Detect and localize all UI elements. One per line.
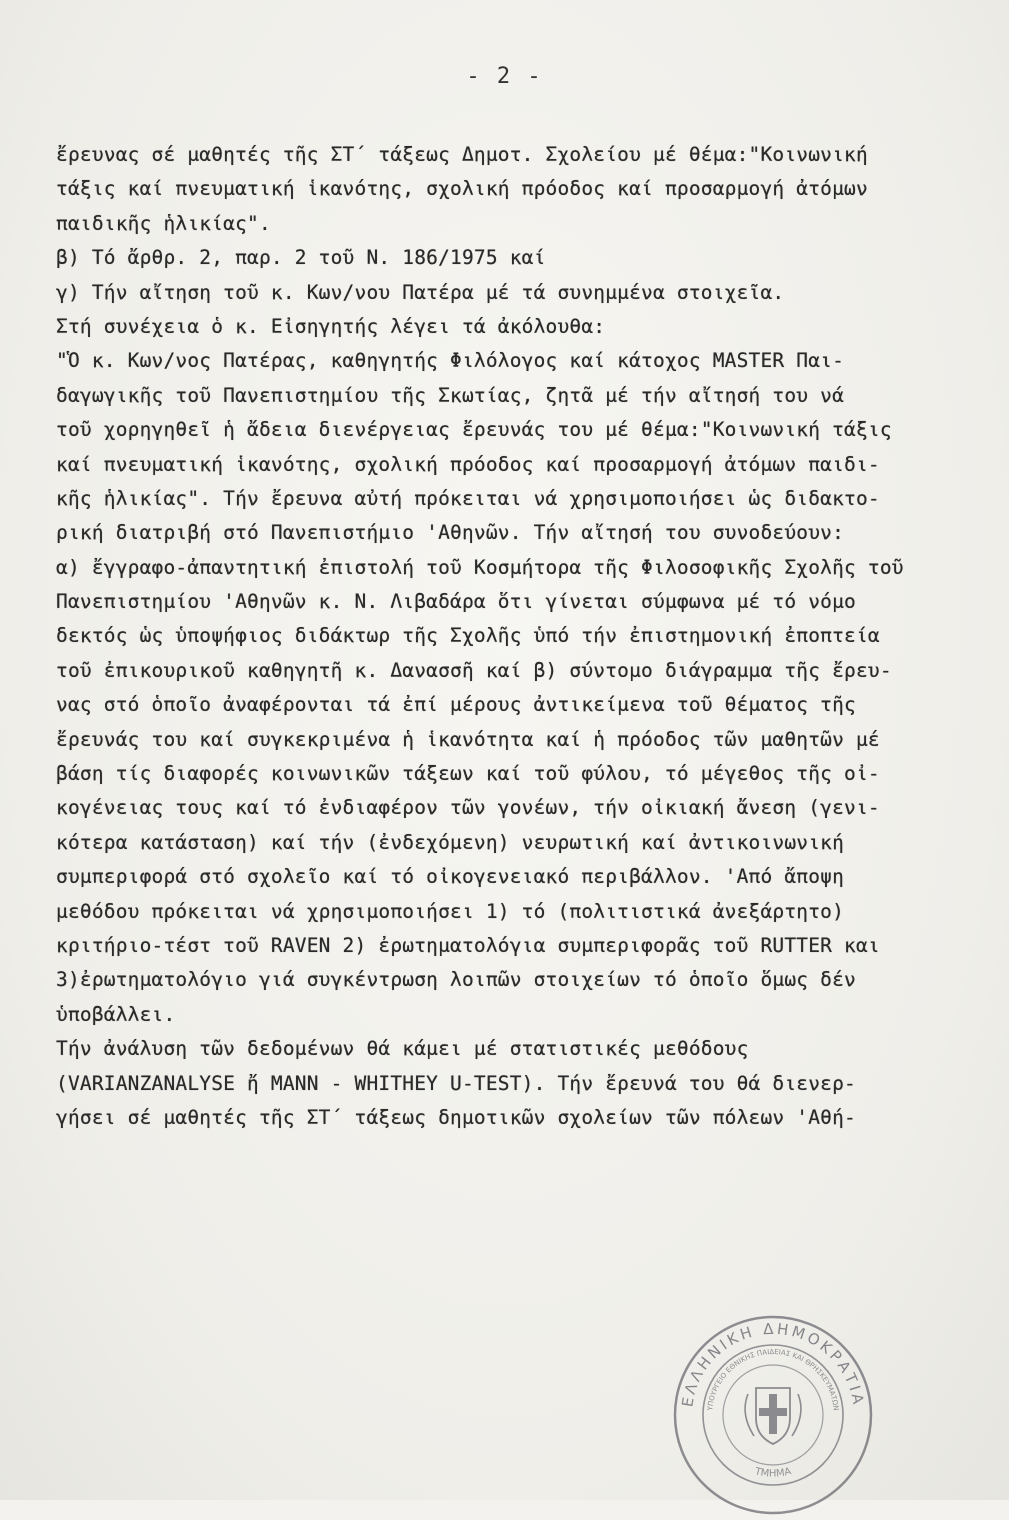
text-line: βάση τίς διαφορές κοινωνικῶν τάξεων καί τοῦ φύλου, τό μέγεθος τῆς οἰ- [56,762,880,786]
seal-inner-text: ΥΠΟΥΡΓΕΙΟ ΕΘΝΙΚΗΣ ΠΑΙΔΕΙΑΣ ΚΑΙ ΘΡΗΣΚΕΥΜΑΤΩΝ [706,1347,840,1412]
text-line: δεκτός ὡς ὑποψήφιος διδάκτωρ τῆς Σχολῆς ὑπό τήν ἐπιστημονική ἐποπτεία [56,624,880,648]
text-line: νας στό ὁποῖο ἀναφέρονται τά ἐπί μέρους ἀντικείμενα τοῦ θέματος τῆς [56,693,856,717]
text-line: γήσει σέ μαθητές τῆς ΣΤ΄ τάξεως δημοτικῶν σχολείων τῶν πόλεων 'Αθή- [56,1105,856,1129]
text-line: ρική διατριβή στό Πανεπιστήμιο 'Αθηνῶν. Τήν αἴτησή του συνοδεύουν: [56,521,845,545]
body-text [56,138,986,1135]
text-line: "Ὁ κ. Κων/νος Πατέρας, καθηγητής Φιλόλογος καί κάτοχος MASTER Παι- [56,349,845,373]
text-line: (VARIANZANALYSE ἤ MANN - WHITHEY U-TEST). Τήν ἔρευνά του θά διενερ- [56,1071,856,1095]
text-line: Πανεπιστημίου 'Αθηνῶν κ. Ν. Λιβαδάρα ὅτι γίνεται σύμφωνα μέ τό νόμο [56,590,856,614]
text-line: τοῦ ἐπικουρικοῦ καθηγητῆ κ. Δανασσῆ καί β) σύντομο διάγραμμα τῆς ἔρευ- [56,658,892,682]
text-line: καί πνευματική ἱκανότης, σχολική πρόοδος καί προσαρμογή ἀτόμων παιδι- [56,452,880,476]
svg-text:ΤΜΗΜΑ [753,1466,793,1480]
text-line: 3)ἐρωτηματολόγιο γιά συγκέντρωση λοιπῶν στοιχείων τό ὁποῖο ὅμως δέν [56,968,856,992]
text-line: δαγωγικῆς τοῦ Πανεπιστημίου τῆς Σκωτίας, ζητᾶ μέ τήν αἴτησή του νά [56,383,845,407]
text-line: κῆς ἡλικίας". Τήν ἔρευνα αὐτή πρόκειται νά χρησιμοποιήσει ὡς διδακτο- [56,486,880,510]
text-line: ὑποβάλλει. [56,1002,176,1026]
text-line: ἔρευνας σέ μαθητές τῆς ΣΤ΄ τάξεως Δημοτ. Σχολείου μέ θέμα:"Κοινωνική [56,143,868,166]
text-line: β) Τό ἄρθρ. 2, παρ. 2 τοῦ Ν. 186/1975 καί [56,246,546,270]
text-line: κότερα κατάσταση) καί τήν (ἐνδεχόμενη) νευρωτική καί ἀντικοινωνική [56,830,845,854]
text-line: ἔρευνάς του καί συγκεκριμένα ἡ ἱκανότητα καί ἡ πρόοδος τῶν μαθητῶν μέ [56,727,880,751]
text-line: μεθόδου πρόκειται νά χρησιμοποιήσει 1) τό (πολιτιστικά ἀνεξάρτητο) [56,899,845,923]
text-line: τοῦ χορηγηθεῖ ἡ ἄδεια διενέργειας ἔρευνάς του μέ θέμα:"Κοινωνική τάξις [56,418,892,442]
text-line: γ) Τήν αἴτηση τοῦ κ. Κων/νου Πατέρα μέ τά συνημμένα στοιχεῖα. [56,280,785,304]
text-line: συμπεριφορά στό σχολεῖο καί τό οἰκογενειακό περιβάλλον. 'Από ἄποψη [56,865,845,889]
text-line: κριτήριο-τέστ τοῦ RAVEN 2) ἐρωτηματολόγια συμπεριφορᾶς τοῦ RUTTER και [56,933,880,957]
text-line: τάξις καί πνευματική ἱκανότης, σχολική πρόοδος καί προσαρμογή ἀτόμων [56,177,868,201]
text-line: Στή συνέχεια ὁ κ. Εἰσηγητής λέγει τά ἀκόλουθα: [56,314,606,338]
seal-bottom-text: ΤΜΗΜΑ [753,1466,793,1480]
text-line: κογένειας τους καί τό ἐνδιαφέρον τῶν γονέων, τήν οἰκιακή ἄνεση (γενι- [56,796,880,820]
page-number: - 2 - [466,64,543,89]
text-line: α) ἔγγραφο-ἀπαντητική ἐπιστολή τοῦ Κοσμήτορα τῆς Φιλοσοφικῆς Σχολῆς τοῦ [56,555,904,579]
text-line: παιδικῆς ἡλικίας". [56,211,271,235]
text-line: Τήν ἀνάλυση τῶν δεδομένων θά κάμει μέ στατιστικές μεθόδους [56,1037,749,1061]
coat-of-arms-icon [745,1388,801,1444]
seal-top-text: ΕΛΛΗΝΙΚΗ ΔΗΜΟΚΡΑΤΙΑ [678,1319,868,1409]
official-seal [668,1310,878,1520]
